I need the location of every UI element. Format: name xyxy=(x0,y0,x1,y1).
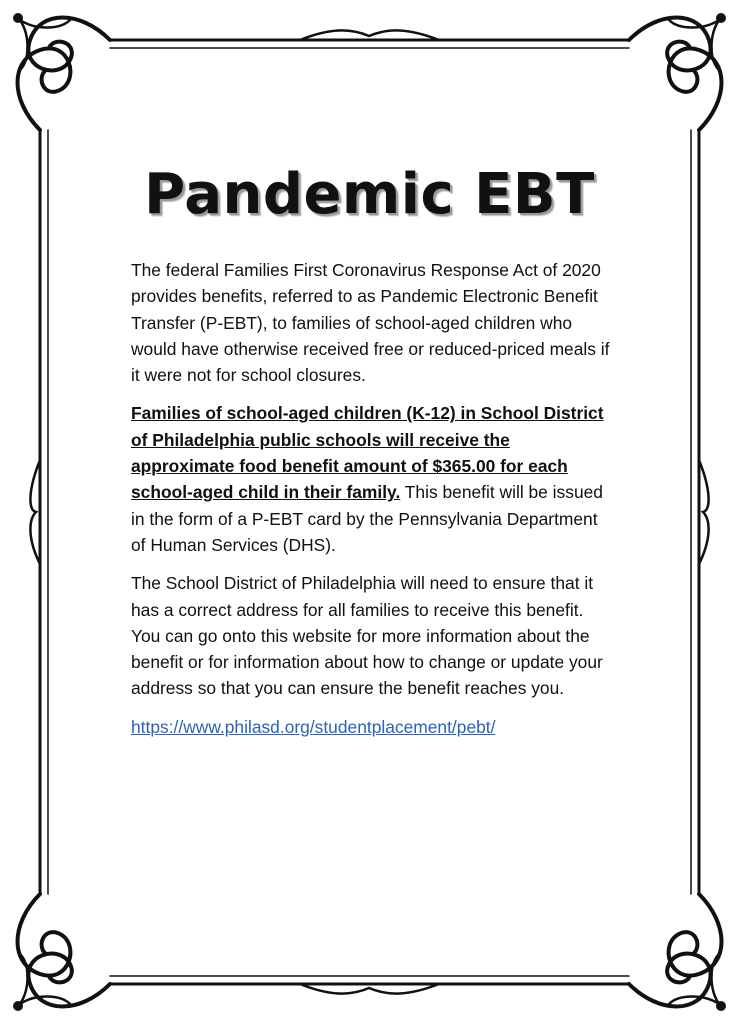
body-content xyxy=(131,257,611,752)
intro-paragraph: The federal Families First Coronavirus Response Act of 2020 provides benefits, referred to as Pandemic Electronic Benefit Transfer (P-EBT), to families of school-aged children who would have otherwise received free or reduced-priced meals if it were not for school closures. xyxy=(131,260,610,386)
corner-ornament-bottom-left xyxy=(13,894,110,1011)
benefit-paragraph xyxy=(131,400,611,558)
corner-ornament-bottom-right xyxy=(629,894,726,1011)
address-paragraph: The School District of Philadelphia will need to ensure that it has a correct address for all families to receive this benefit. You can go onto this website for more information about the benefit or for information about how to change or update your address so that you can ensure the benefit reaches you. xyxy=(131,573,603,699)
benefit-details: This benefit will be issued in the form of a P-EBT card by the Pennsylvania Department of Human Services (DHS). xyxy=(131,482,603,555)
benefit-highlight: Families of school-aged children (K-12) in School District of Philadelphia public schools will receive the approximate food benefit amount of $365.00 for each school-aged child in their family. xyxy=(131,403,604,503)
corner-ornament-top-right xyxy=(629,13,726,130)
pebt-website-link[interactable]: https://www.philasd.org/studentplacement/pebt/ xyxy=(131,716,496,737)
page-title: Pandemic EBT xyxy=(144,162,595,227)
corner-ornament-top-left xyxy=(13,13,110,130)
link-paragraph xyxy=(131,714,611,740)
